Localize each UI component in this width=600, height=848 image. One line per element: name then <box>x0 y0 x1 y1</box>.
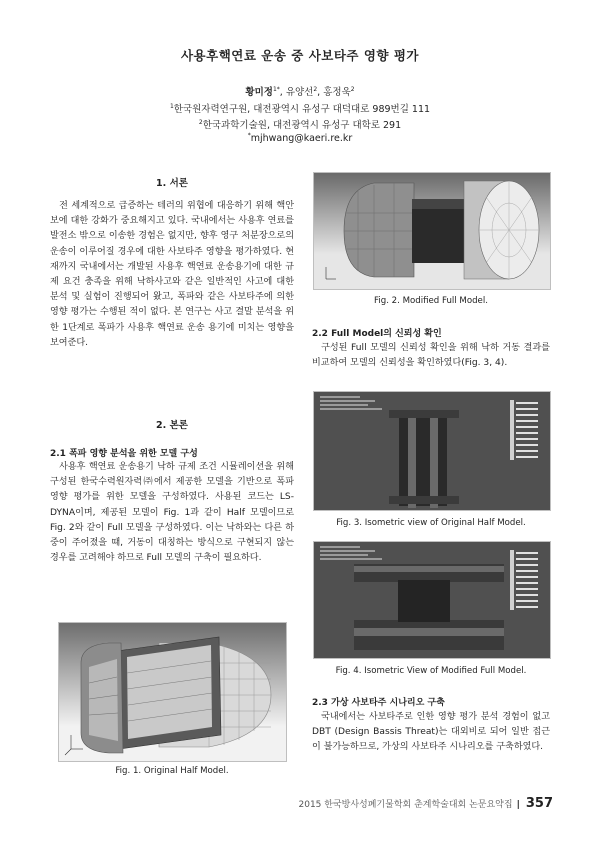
subsection-heading-2-2: 2.2 Full Model의 신뢰성 확인 <box>312 329 442 339</box>
affiliation-2: $^2$한국과학기술원, 대전광역시 유성구 대학로 291 <box>198 118 402 131</box>
footer-proceedings: 2015 한국방사성폐기물학회 춘계학술대회 논문요약집 <box>298 800 513 810</box>
figure-3-caption: Fig. 3. Isometric view of Original Half Model. <box>336 518 526 528</box>
subsection-2-3-paragraph: 국내에서는 사보타주로 인한 영향 평가 분석 경험이 없고 DBT (Design Bassis Threat)는 대외비로 되어 일반 접근이 불가능하므로, 가상의 사보타주 시나리오를 구축하였다. <box>312 712 550 753</box>
affiliation-1: $^1$한국원자력연구원, 대전광역시 유성구 대덕대로 989번길 111 <box>169 102 431 115</box>
full-model-isometric-render <box>314 542 550 658</box>
half-model-render <box>59 623 286 761</box>
figure-2-image <box>313 172 551 290</box>
author-2: 유양선 <box>285 87 314 98</box>
half-model-isometric-render <box>314 392 550 510</box>
full-model-render <box>314 173 550 289</box>
page-number: 357 <box>525 796 553 811</box>
figure-1-caption: Fig. 1. Original Half Model. <box>115 766 229 776</box>
subsection-2-2-paragraph: 구성된 Full 모델의 신뢰성 확인을 위해 낙하 거동 결과를 비교하여 모델의 신뢰성을 확인하였다(Fig. 3, 4). <box>312 343 550 369</box>
figure-2-caption: Fig. 2. Modified Full Model. <box>374 296 488 306</box>
intro-paragraph: 전 세계적으로 급증하는 테러의 위협에 대응하기 위해 핵안보에 대한 강화가 중요해지고 있다. 국내에서는 사용후 연료를 발전소 밖으로 이송한 경험은 없지만, 향후 영구 처분장으로의 운송이 이루어질 경우에 대한 사보타주 영향을 평가하였다. 현재까지 국내에서는 개발된 사용후 핵연료 운송용기에 대한 규제 요건 충족을 위해 낙하사고와 같은 일반적인 사고에 대한 분석 및 실험이 진행되어 왔고, 폭파와 같은 사보타주에 의한 영향 평가는 수행된 적이 없다. 본 연구는 사고 결말 분석을 위한 1단계로 폭파가 사용후 핵연료 운송 용기에 미치는 영향을 보여준다. <box>50 201 294 348</box>
figure-4-caption: Fig. 4. Isometric View of Modified Full Model. <box>335 666 527 676</box>
author-3-sup: 2 <box>350 85 355 93</box>
author-main-sup: 1* <box>272 85 280 93</box>
footer-separator: | <box>516 800 520 810</box>
section-heading-body: 2. 본론 <box>156 420 188 431</box>
section-heading-intro: 1. 서론 <box>156 178 188 189</box>
paper-title: 사용후핵연료 운송 중 사보타주 영향 평가 <box>180 48 420 63</box>
author-line: 황미정$^{1*}$, 유양선$^2$, 홍정욱$^2$ <box>245 85 355 98</box>
author-3: 홍정욱 <box>323 87 351 98</box>
corresponding-email: *mjhwang@kaeri.re.kr <box>247 131 353 144</box>
subsection-2-1-paragraph: 사용후 핵연료 운송용기 낙하 규제 조건 시뮬레이션을 위해 구성된 한국수력원자력㈜에서 제공한 모델을 기반으로 폭파 영향 평가를 위한 모델을 구성하였다. 사용된 코드는 LS-DYNA이며, 제공된 모델이 Fig. 1과 같이 Half 모델이므로 Fig. 2와 같이 Full 모델을 구성하였다. 이는 낙하와는 다른 하중이 주어졌을 때, 거동이 대칭하는 방식으로 구현되지 않는 경우를 고려해야 하므로 Full 모델의 구축이 필요하다. <box>50 462 294 564</box>
page-footer <box>0 796 553 811</box>
subsection-heading-2-3: 2.3 가상 사보타주 시나리오 구축 <box>312 698 445 708</box>
figure-4-image <box>313 541 551 659</box>
figure-1-image <box>58 622 287 762</box>
author-2-sup: 2 <box>313 85 318 93</box>
subsection-heading-2-1: 2.1 폭파 영향 분석을 위한 모델 구성 <box>50 449 198 459</box>
figure-3-image <box>313 391 551 511</box>
author-main: 황미정 <box>245 87 273 98</box>
